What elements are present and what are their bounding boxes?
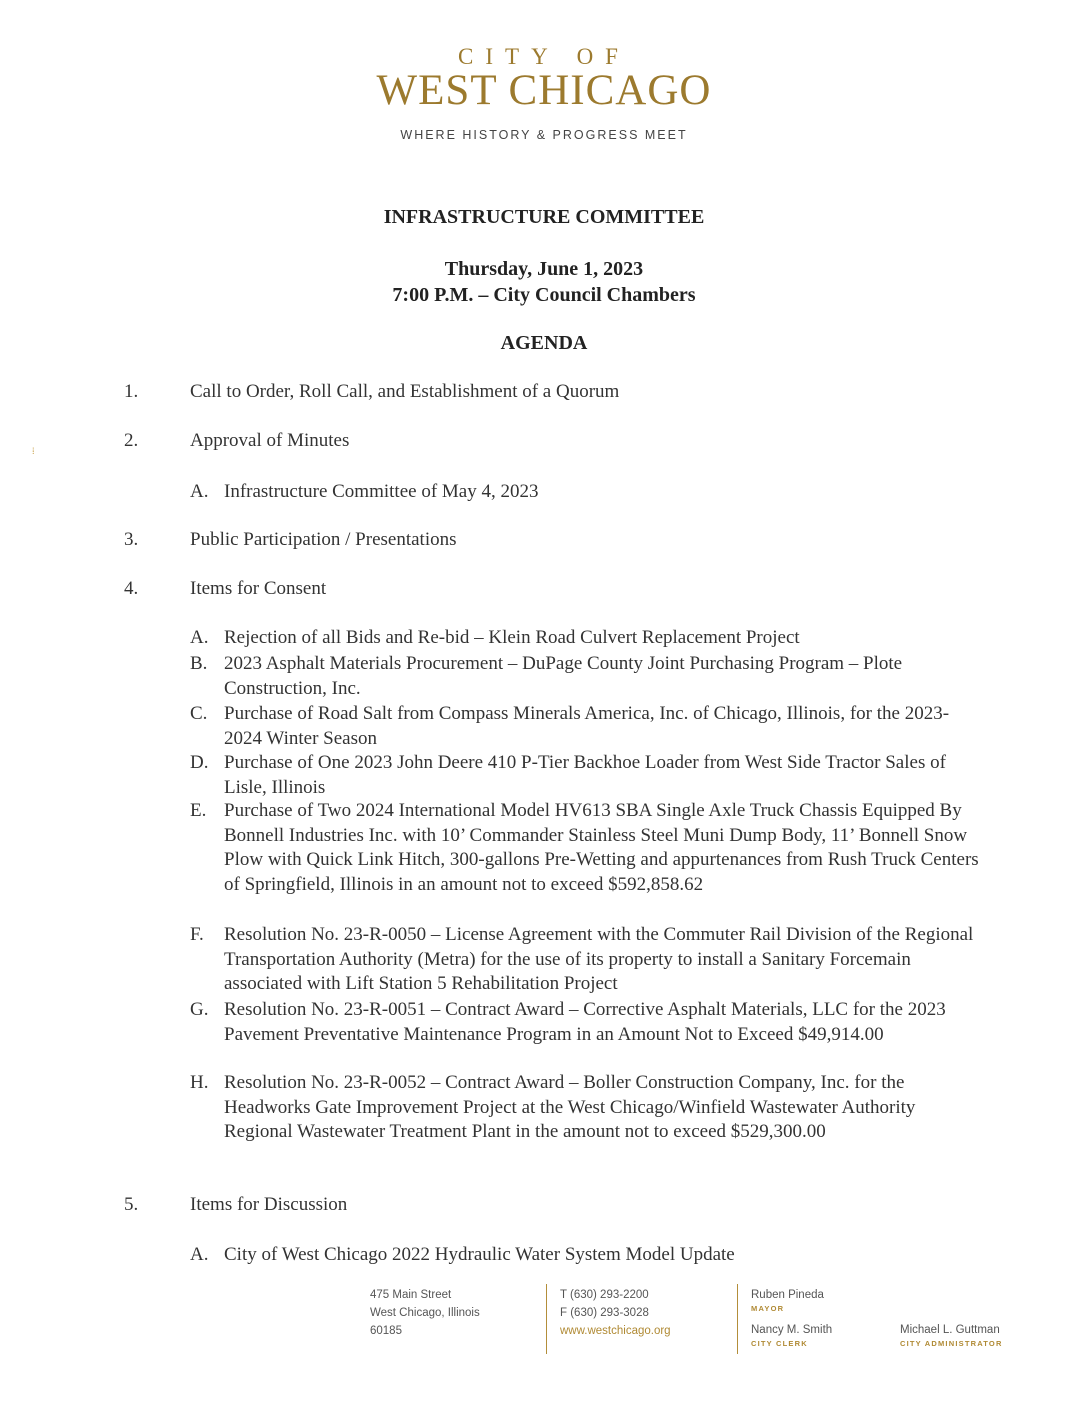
footer-contact — [560, 1286, 671, 1340]
footer-website-link[interactable]: www.westchicago.org — [560, 1325, 671, 1337]
item-4f — [190, 923, 980, 997]
item-4c-text: Purchase of Road Salt from Compass Minerals America, Inc. of Chicago, Illinois, for the 2023-2024 Winter Season — [224, 703, 950, 749]
item-3-text: Public Participation / Presentations — [190, 529, 457, 550]
letterhead-city-name: WEST CHICAGO — [376, 67, 712, 114]
item-4a-letter: A. — [190, 627, 209, 648]
item-1-number: 1. — [124, 381, 139, 402]
item-5-text: Items for Discussion — [190, 1194, 348, 1215]
item-4g-text: Resolution No. 23-R-0051 – Contract Award – Corrective Asphalt Materials, LLC for the 2023 Pavement Preventative Maintenance Program in an Amount Not to Exceed $49,914.00 — [224, 999, 946, 1045]
item-4e-letter: E. — [190, 800, 207, 821]
item-4d-text: Purchase of One 2023 John Deere 410 P-Tier Backhoe Loader from West Side Tractor Sales of Lisle, Illinois — [224, 752, 946, 798]
item-2-number: 2. — [124, 430, 139, 451]
item-1-text: Call to Order, Roll Call, and Establishment of a Quorum — [190, 381, 620, 402]
item-2a-letter: A. — [190, 481, 209, 502]
footer-officials — [751, 1286, 832, 1348]
item-4a — [190, 626, 980, 651]
item-4d — [190, 751, 980, 800]
item-4e-text: Purchase of Two 2024 International Model HV613 SBA Single Axle Truck Chassis Equipped By Bonnell Industries Inc. with 10’ Commander Stainless Steel Muni Dump Body, 11’ Bonnell Snow Plow with Quick Link Hitch, 300-gallons Pre-Wetting and appurtenances from Rush Truck Centers of Springfield, Illinois in an amount not to exceed $592,858.62 — [224, 800, 979, 895]
letterhead-tagline: WHERE HISTORY & PROGRESS MEET — [400, 128, 688, 142]
item-5a-letter: A. — [190, 1244, 209, 1265]
footer-address — [370, 1286, 480, 1340]
footer-divider-2 — [737, 1284, 738, 1354]
item-5a-text: City of West Chicago 2022 Hydraulic Water System Model Update — [224, 1244, 735, 1265]
letterhead-city-of: CITY OF — [458, 44, 630, 69]
item-4h-letter: H. — [190, 1072, 209, 1093]
footer-phone: T (630) 293-2200 — [560, 1289, 649, 1301]
item-4b-letter: B. — [190, 653, 208, 674]
footer-divider-1 — [546, 1284, 547, 1354]
item-4c — [190, 702, 980, 751]
meeting-date: Thursday, June 1, 2023 — [444, 258, 644, 280]
item-5a — [190, 1243, 980, 1268]
footer-address-line2: West Chicago, Illinois — [370, 1307, 480, 1319]
item-2a — [190, 480, 980, 505]
item-5-number: 5. — [124, 1194, 139, 1215]
item-4a-text: Rejection of all Bids and Re-bid – Klein Road Culvert Replacement Project — [224, 627, 800, 648]
item-4b — [190, 652, 980, 701]
item-4g-letter: G. — [190, 999, 209, 1020]
footer-mayor-role: MAYOR — [751, 1304, 785, 1313]
footer-admin-name: Michael L. Guttman — [900, 1324, 1000, 1336]
item-4f-letter: F. — [190, 924, 204, 945]
item-2a-text: Infrastructure Committee of May 4, 2023 — [224, 481, 539, 502]
meeting-time-place: 7:00 P.M. – City Council Chambers — [392, 284, 696, 306]
footer-clerk-name: Nancy M. Smith — [751, 1324, 833, 1336]
committee-title: INFRASTRUCTURE COMMITTEE — [383, 206, 705, 228]
item-4-text: Items for Consent — [190, 578, 327, 599]
footer-administrator — [900, 1321, 1003, 1348]
item-4h — [190, 1071, 980, 1145]
scan-mark: ⁞ — [32, 446, 35, 456]
item-4g — [190, 998, 980, 1047]
footer-fax: F (630) 293-3028 — [560, 1307, 649, 1319]
item-4d-letter: D. — [190, 752, 209, 773]
item-4b-text: 2023 Asphalt Materials Procurement – DuPage County Joint Purchasing Program – Plote Construction, Inc. — [224, 653, 903, 699]
item-4h-text: Resolution No. 23-R-0052 – Contract Award – Boller Construction Company, Inc. for the Headworks Gate Improvement Project at the West Chicago/Winfield Wastewater Authority Regional Wastewater Treatment Plant in the amount not to exceed $529,300.00 — [224, 1072, 916, 1142]
item-4e — [190, 799, 980, 897]
item-2-text: Approval of Minutes — [190, 430, 350, 451]
footer-admin-role: CITY ADMINISTRATOR — [900, 1339, 1003, 1348]
footer-address-line1: 475 Main Street — [370, 1289, 452, 1301]
footer-clerk-role: CITY CLERK — [751, 1339, 808, 1348]
item-4c-letter: C. — [190, 703, 208, 724]
item-4f-text: Resolution No. 23-R-0050 – License Agreement with the Commuter Rail Division of the Regional Transportation Authority (Metra) for the use of its property to install a Sanitary Forcemain associated with Lift Station 5 Rehabilitation Project — [224, 924, 974, 994]
footer-address-line3: 60185 — [370, 1325, 402, 1337]
item-3-number: 3. — [124, 529, 139, 550]
agenda-title: AGENDA — [500, 332, 588, 354]
item-4-number: 4. — [124, 578, 139, 599]
footer-mayor-name: Ruben Pineda — [751, 1289, 824, 1301]
